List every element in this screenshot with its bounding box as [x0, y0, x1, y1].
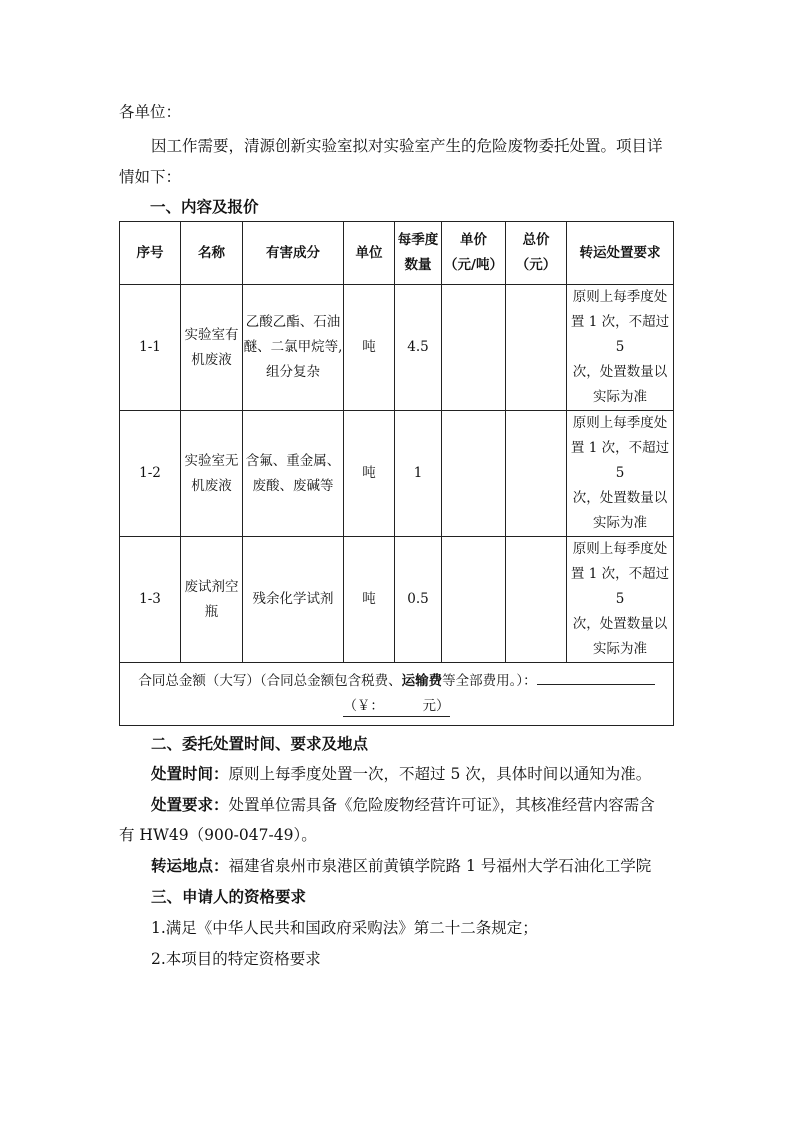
- header-req: 转运处置要求: [567, 222, 674, 285]
- cell-req-line-1: 原则上每季度处: [572, 541, 668, 557]
- disposal-requirement: [151, 794, 655, 816]
- intro-line-2: 情如下：: [119, 168, 182, 186]
- cell-unit: 吨: [344, 285, 395, 411]
- cell-req-line-4: 实际为准: [593, 515, 647, 531]
- disposal-time-text: 原则上每季度处置一次，不超过 5 次，具体时间以通知为准。: [228, 765, 652, 783]
- cell-req-line-3: 次，处置数量以: [572, 364, 668, 380]
- cell-hazard-line-2: 醚、二氯甲烷等,: [243, 339, 343, 355]
- price-table: [119, 221, 674, 726]
- cell-hazard: [243, 285, 344, 411]
- cell-qty: 1: [395, 411, 442, 537]
- table-footer-row: [120, 663, 674, 726]
- cell-req-line-3: 次，处置数量以: [572, 490, 668, 506]
- disposal-time: [151, 763, 651, 785]
- header-price-line-1: 单价: [460, 232, 487, 248]
- cell-hazard-line-1: 残余化学试剂: [252, 591, 334, 607]
- cell-total[interactable]: [506, 411, 567, 537]
- disposal-requirement-text-2: 有 HW49（900-047-49）。: [119, 826, 317, 844]
- cell-price[interactable]: [442, 411, 506, 537]
- transfer-location-text: 福建省泉州市泉港区前黄镇学院路 1 号福州大学石油化工学院: [228, 857, 652, 875]
- header-hazard: 有害成分: [243, 222, 344, 285]
- section-1-title: 一、内容及报价: [150, 198, 259, 216]
- cell-name: [181, 285, 243, 411]
- cell-hazard-line-1: 含氟、重金属、: [245, 452, 341, 469]
- cell-total[interactable]: [506, 537, 567, 663]
- cell-unit: 吨: [344, 537, 395, 663]
- cell-name-line-1: 实验室无: [184, 452, 239, 469]
- cell-req-line-2: 置 1 次，不超过 5: [570, 314, 670, 355]
- table-header-row: [120, 222, 674, 285]
- cell-name-line-2: 机废液: [191, 477, 232, 494]
- table-row: [120, 537, 674, 663]
- cell-hazard: [243, 537, 344, 663]
- qualification-2: 2.本项目的特定资格要求: [151, 950, 321, 968]
- header-total-line-2: （元）: [515, 257, 557, 273]
- cell-name-line-2: 瓶: [204, 603, 219, 620]
- cell-hazard-line-2: 废酸、废碱等: [252, 477, 334, 494]
- header-price-line-2: （元/吨）: [444, 257, 503, 273]
- header-qty: [395, 222, 442, 285]
- cell-seq: 1-3: [120, 537, 181, 663]
- header-unit: 单位: [344, 222, 395, 285]
- cell-req: [567, 411, 674, 537]
- header-price: [442, 222, 506, 285]
- cell-qty: 0.5: [395, 537, 442, 663]
- cell-req-line-1: 原则上每季度处: [572, 289, 668, 305]
- table-row: [120, 411, 674, 537]
- contract-amount-cell: [120, 663, 674, 726]
- cell-unit: 吨: [344, 411, 395, 537]
- header-qty-line-1: 每季度: [397, 232, 439, 248]
- cell-req: [567, 285, 674, 411]
- greeting: 各单位：: [119, 103, 182, 121]
- cell-req-line-2: 置 1 次，不超过 5: [570, 566, 670, 607]
- cell-name: [181, 411, 243, 537]
- cell-name-line-1: 实验室有: [184, 326, 239, 343]
- cell-name-line-2: 机废液: [191, 351, 232, 368]
- amount-yuan: （￥： 元）: [343, 696, 449, 717]
- section-2-title: 二、委托处置时间、要求及地点: [151, 735, 369, 753]
- header-total: [506, 222, 567, 285]
- cell-seq: 1-1: [120, 285, 181, 411]
- table-row: [120, 285, 674, 411]
- intro-line-1: 因工作需要，清源创新实验室拟对实验室产生的危险废物委托处置。项目详: [151, 137, 663, 155]
- cell-qty: 4.5: [395, 285, 442, 411]
- contract-amount-bold: 运输费: [401, 673, 443, 689]
- cell-hazard: [243, 411, 344, 537]
- cell-seq: 1-2: [120, 411, 181, 537]
- header-name: 名称: [181, 222, 243, 285]
- cell-req-line-1: 原则上每季度处: [572, 415, 668, 431]
- cell-name: [181, 537, 243, 663]
- cell-req-line-3: 次，处置数量以: [572, 616, 668, 632]
- amount-blank-line[interactable]: [537, 670, 655, 685]
- cell-hazard-line-3: 组分复杂: [266, 364, 320, 380]
- cell-req-line-4: 实际为准: [593, 641, 647, 657]
- disposal-requirement-label: 处置要求：: [151, 796, 229, 814]
- section-3-title: 三、申请人的资格要求: [151, 888, 307, 906]
- cell-req: [567, 537, 674, 663]
- cell-req-line-2: 置 1 次，不超过 5: [570, 440, 670, 481]
- contract-amount-text-2: 等全部费用。）：: [442, 673, 537, 689]
- header-total-line-1: 总价: [522, 232, 550, 248]
- cell-hazard-line-1: 乙酸乙酯、石油: [245, 314, 341, 330]
- disposal-requirement-text-1: 处置单位需具备《危险废物经营许可证》，其核准经营内容需含: [228, 796, 655, 814]
- qualification-1: 1.满足《中华人民共和国政府采购法》第二十二条规定；: [151, 919, 538, 937]
- cell-req-line-4: 实际为准: [593, 389, 647, 405]
- contract-amount-text-1: 合同总金额（大写）（合同总金额包含税费、: [138, 673, 402, 689]
- header-qty-line-2: 数量: [404, 257, 432, 273]
- transfer-location: [151, 855, 651, 877]
- cell-price[interactable]: [442, 285, 506, 411]
- header-seq: 序号: [120, 222, 181, 285]
- disposal-time-label: 处置时间：: [151, 765, 229, 783]
- cell-total[interactable]: [506, 285, 567, 411]
- cell-name-line-1: 废试剂空: [184, 578, 239, 595]
- cell-price[interactable]: [442, 537, 506, 663]
- transfer-location-label: 转运地点：: [151, 857, 229, 875]
